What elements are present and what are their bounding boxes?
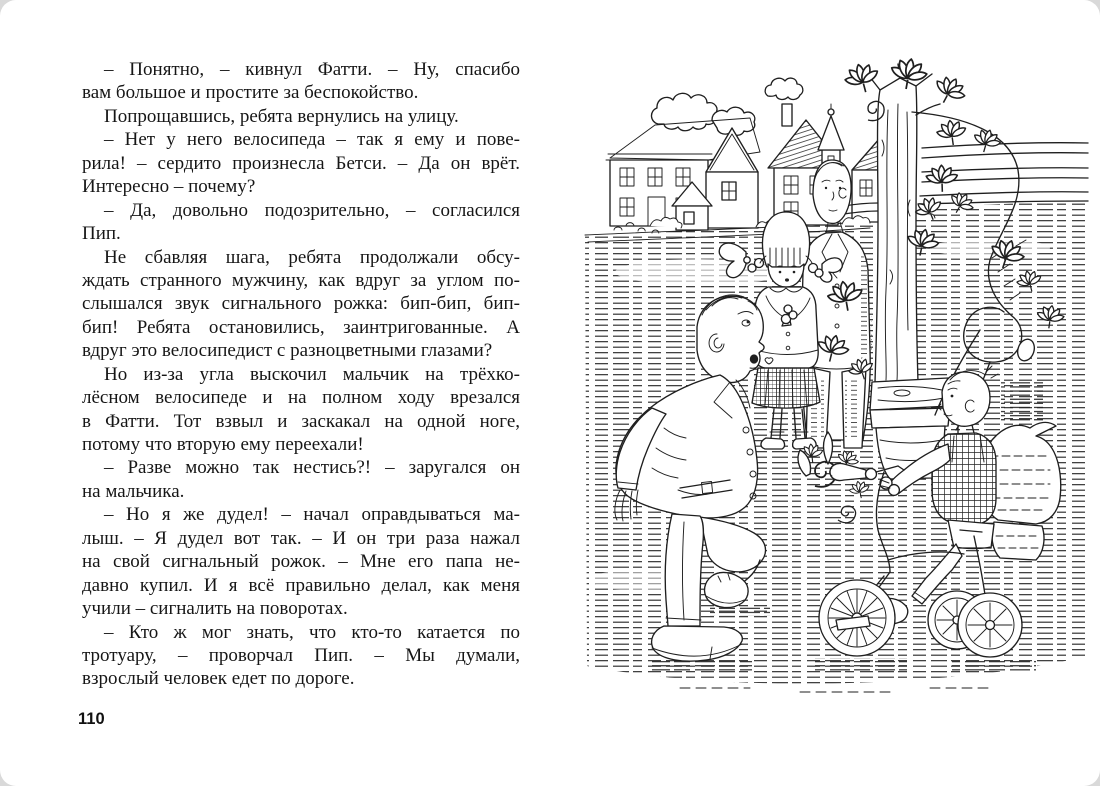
- text-line: бип! Ребята остановились, заинтригованные. А: [82, 316, 520, 338]
- text-line: взрослый человек едет по дороге.: [82, 668, 355, 690]
- text-line: Но из-за угла выскочил мальчик на трёхко-: [104, 363, 520, 385]
- text-line: – Но я же дудел! – начал оправдываться ма-: [104, 504, 520, 526]
- text-line: давно купил. И я всё правильно делал, как меня: [82, 574, 520, 596]
- page-number: 110: [78, 710, 105, 728]
- text-line: Интересно – почему?: [82, 176, 256, 198]
- text-line: потому что вторую ему переехали!: [82, 434, 364, 455]
- text-line: на мальчика.: [82, 480, 185, 502]
- text-line: тротуару, – проворчал Пип. – Мы думали,: [82, 644, 520, 666]
- text-column: [82, 58, 520, 691]
- clouds: [651, 78, 802, 135]
- text-line: – Разве можно так нестись?! – заругался он: [104, 457, 520, 479]
- text-line: лыш. – Я дудел вот так. – И он три раза нажал: [82, 527, 520, 549]
- text-line: – Кто ж мог знать, что кто-то катается по: [104, 621, 520, 643]
- text-line: – Понятно, – кивнул Фатти. – Ну, спасибо: [104, 59, 520, 80]
- text-line: лёсном велосипеде и на полном ходу врезался: [82, 387, 520, 409]
- text-line: Не сбавляя шага, ребята продолжали обсу-: [104, 246, 520, 268]
- text-line: рила! – сердито произнесла Бетси. – Да он врёт.: [82, 152, 520, 174]
- text-line: учили – сигналить на поворотах.: [82, 598, 348, 620]
- text-line: ждать странного мужчину, как вдруг за углом по-: [82, 269, 520, 291]
- text-line: вдруг это велосипедист с разноцветными глазами?: [82, 340, 493, 362]
- text-line: в Фатти. Тот взвыл и заскакал на одной ноге,: [82, 410, 520, 432]
- illustration-svg: [560, 20, 1090, 720]
- text-line: на свой сигнальный рожок. – Мне его папа не-: [82, 551, 520, 573]
- text-line: вам большое и простите за беспокойство.: [82, 82, 419, 104]
- text-line: – Да, довольно подозрительно, – согласился: [104, 199, 520, 221]
- illustration: [560, 20, 1090, 720]
- text-line: – Нет у него велосипеда – так я ему и пове-: [104, 129, 520, 151]
- text-line: слышался звук сигнального рожка: бип-бип, бип-: [82, 293, 520, 315]
- text-line: Попрощавшись, ребята вернулись на улицу.: [104, 105, 459, 127]
- text-line: Пип.: [82, 223, 121, 245]
